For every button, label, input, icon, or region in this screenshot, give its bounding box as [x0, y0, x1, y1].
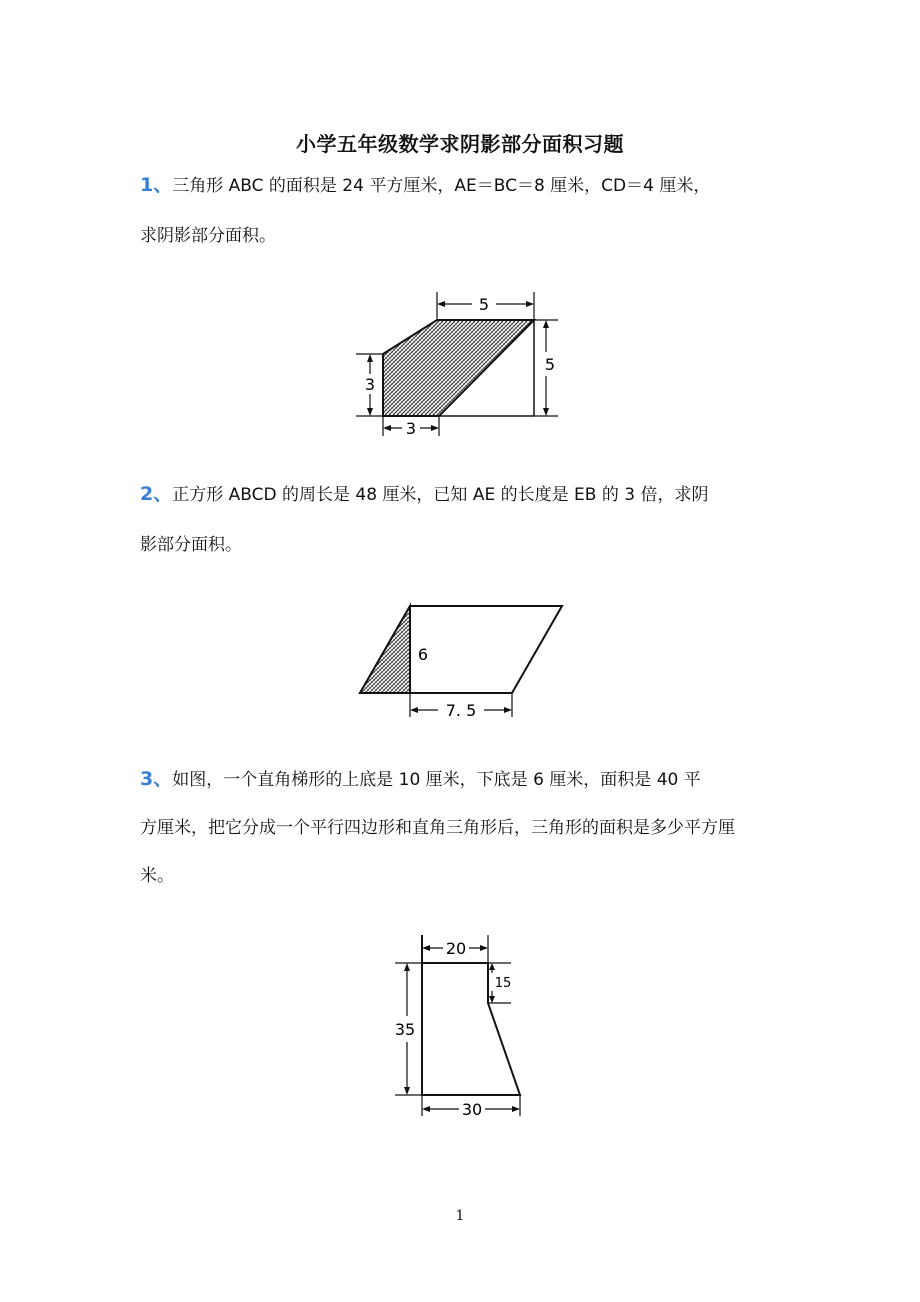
question-text: 米。 [140, 866, 174, 886]
question-text: 正方形 ABCD 的周长是 48 厘米，已知 AE 的长度是 EB 的 3 倍，求阴 [172, 485, 709, 505]
dimension-label: 3 [364, 375, 376, 394]
question-number: 2、 [140, 483, 173, 505]
dimension-label: 15 [494, 976, 512, 991]
question-number: 3、 [140, 768, 173, 790]
right-trapezoid [422, 935, 520, 1095]
dimension-label: 20 [445, 939, 467, 958]
question-text: 方厘米，把它分成一个平行四边形和直角三角形后，三角形的面积是多少平方厘 [140, 818, 735, 838]
question-text: 三角形 ABC 的面积是 24 平方厘米，AE＝BC＝8 厘米，CD＝4 厘米， [172, 176, 711, 196]
figure-3 [385, 930, 535, 1120]
question-text: 如图，一个直角梯形的上底是 10 厘米，下底是 6 厘米，面积是 40 平 [172, 770, 701, 790]
dimension-label: 6 [417, 645, 429, 664]
dimension-label: 3 [405, 419, 417, 438]
question-text: 影部分面积。 [140, 535, 242, 555]
page-number: 1 [455, 1208, 465, 1224]
question-text: 求阴影部分面积。 [140, 226, 276, 246]
dimension-label: 5 [478, 295, 490, 314]
shaded-triangle [360, 606, 410, 693]
dimension-label: 35 [394, 1020, 416, 1039]
figure-2 [350, 596, 570, 726]
shaded-region [383, 320, 534, 416]
dimension-label: 30 [461, 1100, 483, 1119]
dimension-label: 7. 5 [445, 701, 477, 720]
page-title: 小学五年级数学求阴影部分面积习题 [296, 132, 624, 156]
dimension-label: 5 [544, 355, 556, 374]
figure-1 [350, 290, 580, 440]
question-number: 1、 [140, 174, 173, 196]
